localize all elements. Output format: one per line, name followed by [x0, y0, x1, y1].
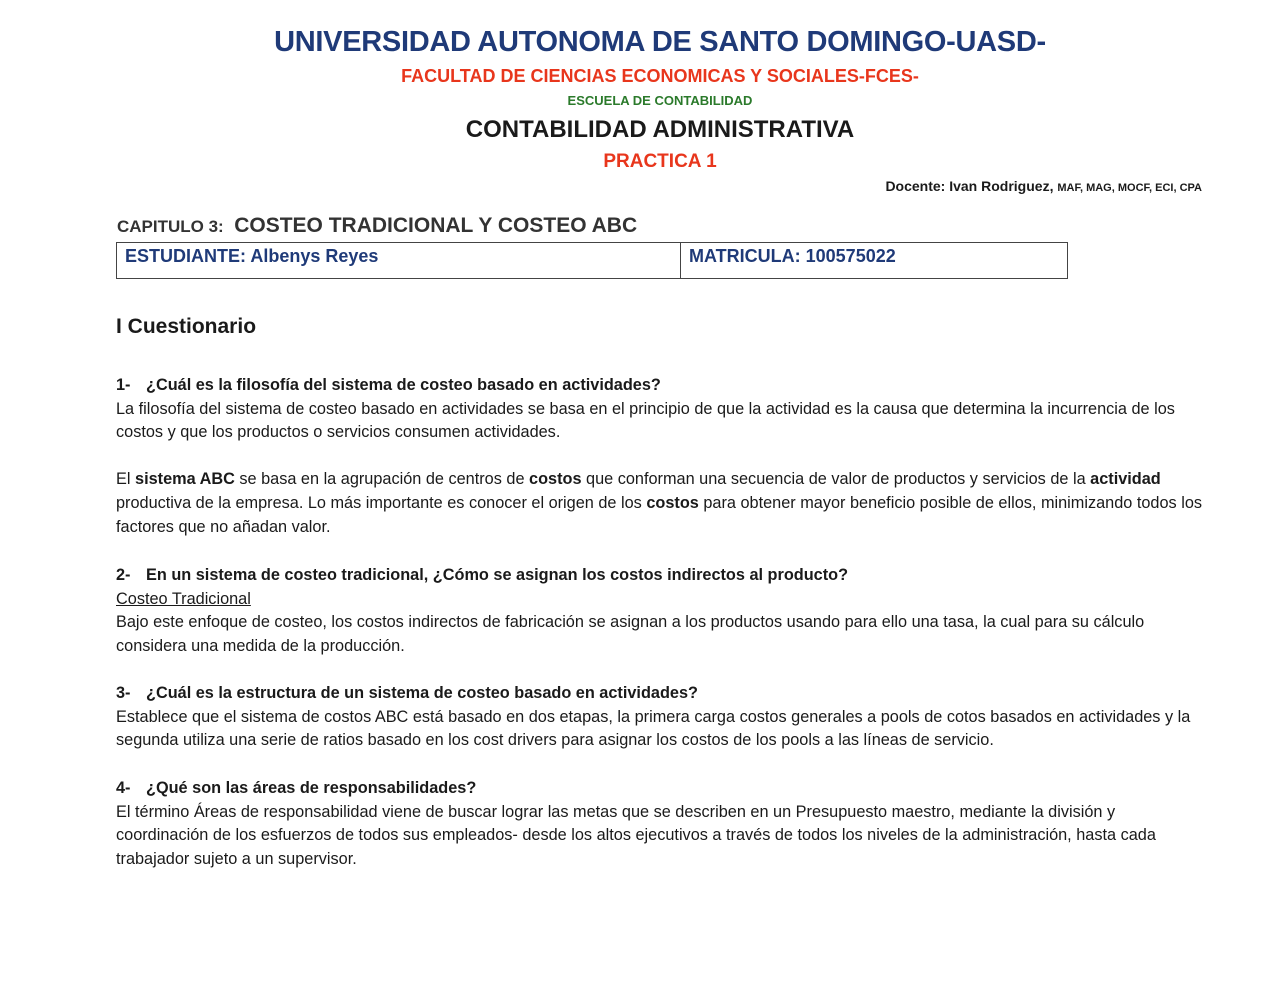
- chapter-heading: [117, 214, 637, 238]
- answer-text: para obtener mayor beneficio posible de ellos, minimizando todos los factores que no añadan valor.: [116, 493, 1203, 536]
- question-block-3: [116, 682, 1206, 753]
- answer-text: El: [116, 470, 136, 489]
- question-heading: [116, 682, 1206, 706]
- answer-subheading: Costeo Tradicional: [116, 589, 251, 608]
- answer-paragraph: Bajo este enfoque de costeo, los costos indirectos de fabricación se asignan a los productos usando para ello una tasa, la cual para su cálculo considera una medida de la producción.: [116, 613, 1145, 655]
- answer-text: productiva de la empresa. Lo más importante es conocer el origen de los: [116, 493, 647, 512]
- question-text: ¿Cuál es la filosofía del sistema de costeo basado en actividades?: [146, 376, 661, 394]
- question-text: ¿Cuál es la estructura de un sistema de costeo basado en actividades?: [146, 684, 698, 702]
- answer-paragraph: La filosofía del sistema de costeo basado en actividades se basa en el principio de que la actividad es la causa que determina la incurrencia de los costos y que los productos o servicios consumen actividades.: [116, 399, 1175, 442]
- answer-text: se basa en la agrupación de centros de: [234, 470, 530, 489]
- question-heading: [116, 374, 1206, 398]
- answer-bold-term: sistema ABC: [135, 470, 235, 489]
- answer-text: que conforman una secuencia de valor de productos y servicios de la: [581, 470, 1091, 489]
- student-name-cell: ESTUDIANTE: Albenys Reyes: [117, 243, 681, 278]
- answer-paragraph: El término Áreas de responsabilidad viene de buscar lograr las metas que se describen en un Presupuesto maestro, mediante la división y coordinación de los esfuerzos de todos sus empleados- desde los altos ejecutivos a través de todos los niveles de la administración, hasta cada trabajador sujeto a un supervisor.: [116, 802, 1156, 868]
- question-number: 2-: [116, 566, 131, 584]
- answer-bold-term: actividad: [1090, 470, 1161, 489]
- student-info-table: [116, 242, 1068, 279]
- matricula-cell: MATRICULA: 100575022: [689, 246, 896, 266]
- question-number: 4-: [116, 779, 131, 797]
- answer-bold-term: costos: [529, 470, 582, 489]
- question-block-4: [116, 777, 1206, 871]
- question-text: En un sistema de costeo tradicional, ¿Cómo se asignan los costos indirectos al producto?: [146, 566, 849, 584]
- question-text: ¿Qué son las áreas de responsabilidades?: [146, 779, 477, 797]
- answer-paragraph-abc: [116, 468, 1206, 539]
- chapter-label: CAPITULO 3:: [117, 217, 224, 236]
- teacher-line: [885, 178, 1202, 194]
- answer-bold-term: costos: [646, 493, 699, 512]
- teacher-credentials: MAF, MAG, MOCF, ECI, CPA: [1057, 182, 1202, 194]
- faculty-title: FACULTAD DE CIENCIAS ECONOMICAS Y SOCIALES-FCES-: [401, 66, 919, 86]
- school-title: ESCUELA DE CONTABILIDAD: [567, 93, 753, 108]
- question-number: 3-: [116, 684, 131, 702]
- question-block-1: [116, 374, 1206, 539]
- question-heading: [116, 564, 1206, 588]
- question-block-2: [116, 564, 1206, 658]
- question-number: 1-: [116, 376, 131, 394]
- chapter-title: COSTEO TRADICIONAL Y COSTEO ABC: [234, 214, 638, 237]
- section-title: I Cuestionario: [116, 315, 257, 338]
- teacher-name: Docente: Ivan Rodriguez,: [885, 178, 1054, 194]
- course-title: CONTABILIDAD ADMINISTRATIVA: [465, 116, 855, 143]
- university-title: UNIVERSIDAD AUTONOMA DE SANTO DOMINGO-UASD-: [274, 26, 1046, 58]
- question-heading: [116, 777, 1206, 801]
- practice-title: PRACTICA 1: [603, 151, 717, 172]
- answer-paragraph: Establece que el sistema de costos ABC está basado en dos etapas, la primera carga costos generales a pools de cotos basados en actividades y la segunda utiliza una serie de ratios basado en los cost drivers para asignar los costos de los pools a las líneas de servicio.: [116, 707, 1191, 750]
